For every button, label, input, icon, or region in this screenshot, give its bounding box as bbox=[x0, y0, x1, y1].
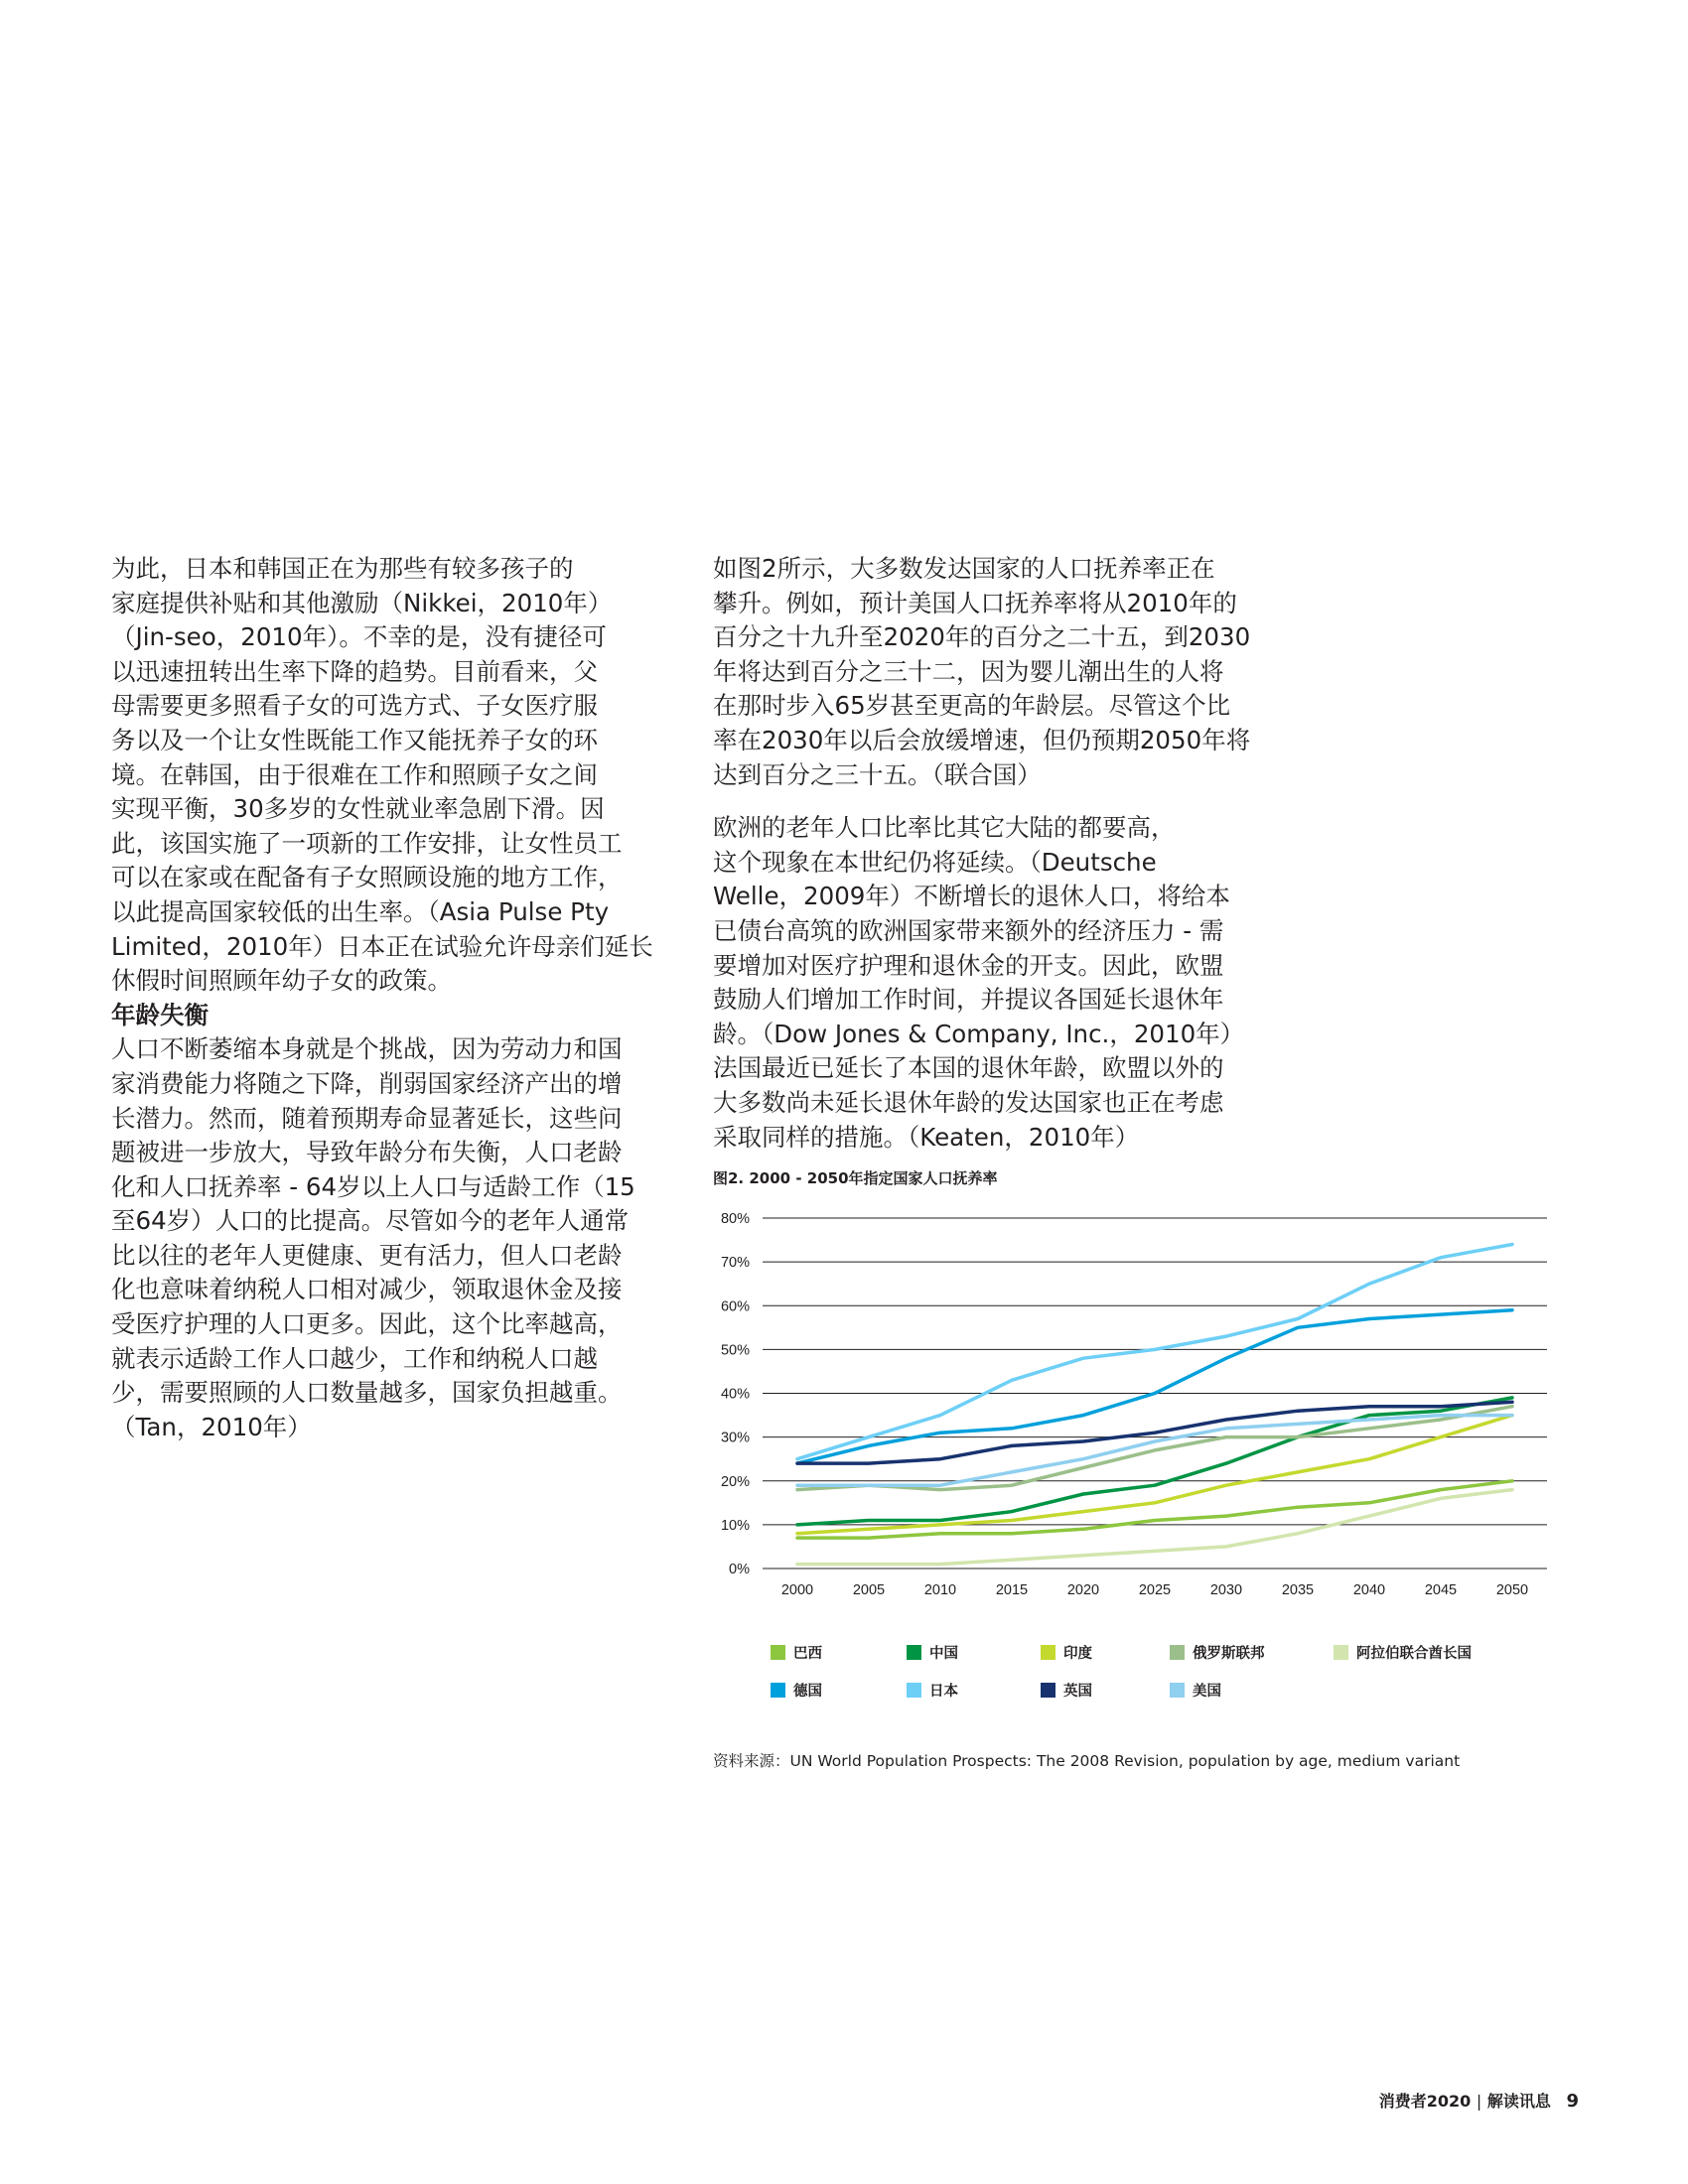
text-line: （Jin-seo，2010年）。不幸的是，没有捷径可 bbox=[111, 622, 607, 652]
legend-swatch bbox=[771, 1645, 785, 1660]
right-paragraph-2 bbox=[713, 811, 1289, 1155]
legend-label: 印度 bbox=[1063, 1646, 1092, 1662]
x-tick-label: 2025 bbox=[1138, 1582, 1172, 1598]
text-line: 以此提高国家较低的出生率。（Asia Pulse Pty bbox=[111, 896, 610, 926]
text-line: 攀升。例如，预计美国人口抚养率将从2010年的 bbox=[713, 588, 1237, 617]
text-line: 母需要更多照看子女的可选方式、子女医疗服 bbox=[111, 691, 598, 721]
text-line: 就表示适龄工作人口越少，工作和纳税人口越 bbox=[111, 1343, 598, 1373]
text-line: Limited，2010年）日本正在试验允许母亲们延长 bbox=[111, 931, 653, 961]
y-tick-label: 10% bbox=[720, 1517, 750, 1534]
dependency-ratio-chart bbox=[713, 1206, 1577, 1742]
chart-y-ticks bbox=[721, 1211, 750, 1577]
text-line: 达到百分之三十五。（联合国） bbox=[713, 759, 1042, 789]
footer-section: 解读讯息 bbox=[1486, 2092, 1551, 2111]
x-tick-label: 2040 bbox=[1352, 1582, 1386, 1598]
legend-label: 日本 bbox=[929, 1684, 958, 1700]
figure-title: 图2. 2000 - 2050年指定国家人口抚养率 bbox=[713, 1169, 998, 1187]
legend-swatch bbox=[771, 1683, 785, 1698]
text-line: 采取同样的措施。（Keaten，2010年） bbox=[713, 1122, 1140, 1152]
text-line: 在那时步入65岁甚至更高的年龄层。尽管这个比 bbox=[713, 691, 1231, 721]
footer-separator: | bbox=[1476, 2092, 1482, 2111]
legend-label: 俄罗斯联邦 bbox=[1193, 1646, 1265, 1662]
right-column bbox=[713, 552, 1289, 1173]
legend-label: 中国 bbox=[929, 1646, 958, 1662]
text-line: 鼓励人们增加工作时间，并提议各国延长退休年 bbox=[713, 985, 1224, 1015]
legend-swatch bbox=[1041, 1683, 1055, 1698]
text-line: 以迅速扭转出生率下降的趋势。目前看来，父 bbox=[111, 656, 598, 686]
left-column bbox=[111, 552, 682, 1444]
text-line: 已债台高筑的欧洲国家带来额外的经济压力 - 需 bbox=[713, 915, 1224, 945]
page-number: 9 bbox=[1566, 2091, 1579, 2112]
y-tick-label: 60% bbox=[720, 1298, 750, 1315]
legend-label: 德国 bbox=[793, 1684, 822, 1700]
text-line: 率在2030年以后会放缓增速，但仍预期2050年将 bbox=[713, 725, 1251, 754]
x-tick-label: 2050 bbox=[1495, 1582, 1529, 1598]
text-line: 比以往的老年人更健康、更有活力，但人口老龄 bbox=[111, 1240, 623, 1270]
text-line: 百分之十九升至2020年的百分之二十五，到2030 bbox=[713, 622, 1251, 652]
text-line: 要增加对医疗护理和退休金的开支。因此，欧盟 bbox=[713, 950, 1224, 980]
chart-legend bbox=[771, 1644, 1472, 1700]
text-line: 人口不断萎缩本身就是个挑战，因为劳动力和国 bbox=[111, 1034, 623, 1064]
text-line: 少，需要照顾的人口数量越多，国家负担越重。 bbox=[111, 1378, 623, 1408]
text-line: 实现平衡，30多岁的女性就业率急剧下滑。因 bbox=[111, 794, 605, 824]
text-line: 可以在家或在配备有子女照顾设施的地方工作， bbox=[111, 863, 623, 892]
x-tick-label: 2045 bbox=[1424, 1582, 1458, 1598]
text-line: 如图2所示，大多数发达国家的人口抚养率正在 bbox=[713, 554, 1215, 583]
x-tick-label: 2000 bbox=[780, 1582, 814, 1598]
y-tick-label: 50% bbox=[720, 1342, 750, 1359]
page-footer bbox=[1379, 2089, 1579, 2112]
figure-source: 资料来源：UN World Population Prospects: The 2008 Revision, population by age, medium variant bbox=[713, 1752, 1461, 1770]
right-paragraph-1 bbox=[713, 552, 1289, 792]
x-tick-label: 2010 bbox=[923, 1582, 957, 1598]
series-line bbox=[797, 1402, 1512, 1463]
text-line: 大多数尚未延长退休年龄的发达国家也正在考虑 bbox=[713, 1087, 1224, 1117]
y-tick-label: 40% bbox=[720, 1386, 750, 1403]
text-line: 欧洲的老年人口比率比其它大陆的都要高， bbox=[713, 813, 1176, 843]
legend-swatch bbox=[1170, 1683, 1185, 1698]
x-tick-label: 2005 bbox=[852, 1582, 886, 1598]
text-line: 题被进一步放大，导致年龄分布失衡，人口老龄 bbox=[111, 1138, 623, 1167]
section-heading: 年龄失衡 bbox=[111, 1000, 209, 1029]
text-line: 长潜力。然而，随着预期寿命显著延长，这些问 bbox=[111, 1103, 623, 1133]
x-tick-label: 2030 bbox=[1209, 1582, 1243, 1598]
y-tick-label: 80% bbox=[720, 1211, 750, 1227]
text-line: Welle，2009年）不断增长的退休人口，将给本 bbox=[713, 882, 1230, 911]
y-tick-label: 30% bbox=[720, 1430, 750, 1446]
text-line: 这个现象在本世纪仍将延续。（Deutsche bbox=[713, 847, 1157, 877]
x-tick-label: 2015 bbox=[995, 1582, 1029, 1598]
legend-swatch bbox=[1170, 1645, 1185, 1660]
series-line bbox=[797, 1481, 1512, 1538]
y-tick-label: 70% bbox=[720, 1255, 750, 1272]
text-line: 至64岁）人口的比提高。尽管如今的老年人通常 bbox=[111, 1206, 630, 1236]
y-tick-label: 20% bbox=[720, 1473, 750, 1490]
legend-label: 巴西 bbox=[793, 1646, 822, 1662]
chart-series bbox=[797, 1245, 1512, 1565]
chart-x-ticks bbox=[781, 1582, 1528, 1598]
text-line: （Tan，2010年） bbox=[111, 1412, 312, 1441]
legend-label: 英国 bbox=[1063, 1684, 1092, 1700]
text-line: 龄。（Dow Jones & Company, Inc.，2010年） bbox=[713, 1019, 1245, 1048]
text-line: 为此，日本和韩国正在为那些有较多孩子的 bbox=[111, 554, 574, 583]
text-line: 家消费能力将随之下降，削弱国家经济产出的增 bbox=[111, 1068, 623, 1098]
text-line: 法国最近已延长了本国的退休年龄，欧盟以外的 bbox=[713, 1053, 1224, 1083]
text-line: 休假时间照顾年幼子女的政策。 bbox=[111, 966, 452, 996]
legend-swatch bbox=[907, 1683, 921, 1698]
text-line: 境。在韩国，由于很难在工作和照顾子女之间 bbox=[111, 759, 598, 789]
text-line: 受医疗护理的人口更多。因此，这个比率越高， bbox=[111, 1309, 623, 1339]
text-line: 此，该国实施了一项新的工作安排，让女性员工 bbox=[111, 828, 623, 858]
legend-label: 阿拉伯联合酋长国 bbox=[1356, 1646, 1472, 1662]
legend-swatch bbox=[1041, 1645, 1055, 1660]
left-paragraph-1 bbox=[111, 552, 682, 999]
legend-label: 美国 bbox=[1193, 1684, 1221, 1700]
text-line: 年将达到百分之三十二，因为婴儿潮出生的人将 bbox=[713, 656, 1224, 686]
text-line: 化也意味着纳税人口相对减少，领取退休金及接 bbox=[111, 1275, 623, 1304]
x-tick-label: 2035 bbox=[1281, 1582, 1315, 1598]
footer-publication: 消费者2020 bbox=[1378, 2092, 1472, 2111]
text-line: 化和人口抚养率 - 64岁以上人口与适龄工作（15 bbox=[111, 1171, 635, 1201]
x-tick-label: 2020 bbox=[1066, 1582, 1100, 1598]
y-tick-label: 0% bbox=[729, 1562, 750, 1577]
series-line bbox=[797, 1245, 1512, 1459]
legend-swatch bbox=[1334, 1645, 1348, 1660]
left-paragraph-2 bbox=[111, 1032, 682, 1444]
text-line: 家庭提供补贴和其他激励（Nikkei，2010年） bbox=[111, 588, 613, 617]
legend-swatch bbox=[907, 1645, 921, 1660]
text-line: 务以及一个让女性既能工作又能抚养子女的环 bbox=[111, 725, 598, 754]
